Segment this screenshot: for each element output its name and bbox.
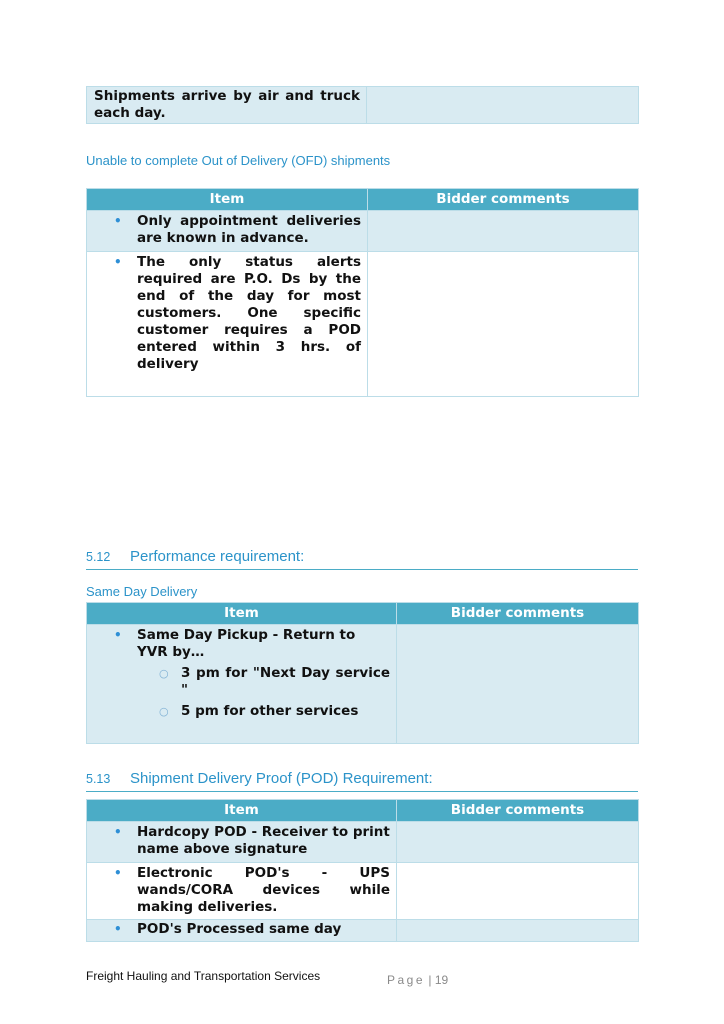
page-label: Page (387, 973, 426, 987)
top-table (86, 86, 639, 124)
item-text: Shipments arrive by air and truck each day. (94, 88, 360, 121)
item-text: POD's Processed same day (137, 921, 342, 937)
table-row (87, 87, 639, 124)
sub-bullet-icon: ○ (159, 705, 169, 718)
table-row (87, 863, 639, 920)
footer-title: Freight Hauling and Transportation Services (86, 969, 321, 983)
item-text: Only appointment deliveries are known in advance. (137, 213, 361, 246)
subitem-text: 5 pm for other services (181, 703, 359, 719)
section-rule (86, 791, 638, 792)
section-number: 5.13 (86, 772, 111, 786)
column-header-item: Item (87, 189, 368, 211)
table-row (87, 252, 639, 397)
bidder-comment-cell[interactable] (368, 252, 639, 397)
bidder-comment-cell[interactable] (397, 920, 639, 942)
column-header-item: Item (87, 603, 397, 625)
bullet-icon: • (114, 825, 122, 839)
item-text: Same Day Pickup - Return to YVR by… (137, 627, 356, 660)
bidder-comment-cell[interactable] (397, 625, 639, 744)
bullet-icon: • (114, 628, 122, 642)
column-header-bidder-comments: Bidder comments (397, 800, 639, 822)
section-heading-513 (86, 770, 433, 787)
ofd-table (86, 188, 639, 397)
section-title: Performance requirement: (130, 548, 305, 565)
section-title: Shipment Delivery Proof (POD) Requirement: (130, 770, 433, 787)
bullet-icon: • (114, 922, 122, 936)
bidder-comment-cell[interactable] (397, 863, 639, 920)
sub-bullet-icon: ○ (159, 667, 169, 680)
column-header-bidder-comments: Bidder comments (368, 189, 639, 211)
same-day-table (86, 602, 639, 744)
ofd-section-title: Unable to complete Out of Delivery (OFD) shipments (86, 153, 391, 168)
table-row (87, 822, 639, 863)
page-number: 19 (434, 973, 449, 987)
bidder-comment-cell[interactable] (368, 211, 639, 252)
pod-table (86, 799, 639, 942)
page-indicator: Page | 19 (387, 973, 449, 987)
column-header-item: Item (87, 800, 397, 822)
subitem-text: 3 pm for "Next Day service " (181, 665, 390, 698)
column-header-bidder-comments: Bidder comments (397, 603, 639, 625)
bullet-icon: • (114, 214, 122, 228)
section-subtitle: Same Day Delivery (86, 584, 198, 599)
section-number: 5.12 (86, 550, 111, 564)
item-text: Electronic POD's - UPS wands/CORA devices while making deliveries. (137, 865, 390, 915)
table-row (87, 625, 639, 744)
bidder-comment-cell[interactable] (397, 822, 639, 863)
item-text: The only status alerts required are P.O. Ds by the end of the day for most customers. One specific customer requires a POD entered within 3 hrs. of delivery (137, 254, 361, 372)
bullet-icon: • (114, 866, 122, 880)
section-heading-512 (86, 548, 304, 565)
table-row (87, 920, 639, 942)
section-rule (86, 569, 638, 570)
table-row (87, 211, 639, 252)
bullet-icon: • (114, 255, 122, 269)
item-text: Hardcopy POD - Receiver to print name above signature (137, 824, 390, 857)
bidder-comment-cell[interactable] (367, 87, 639, 124)
